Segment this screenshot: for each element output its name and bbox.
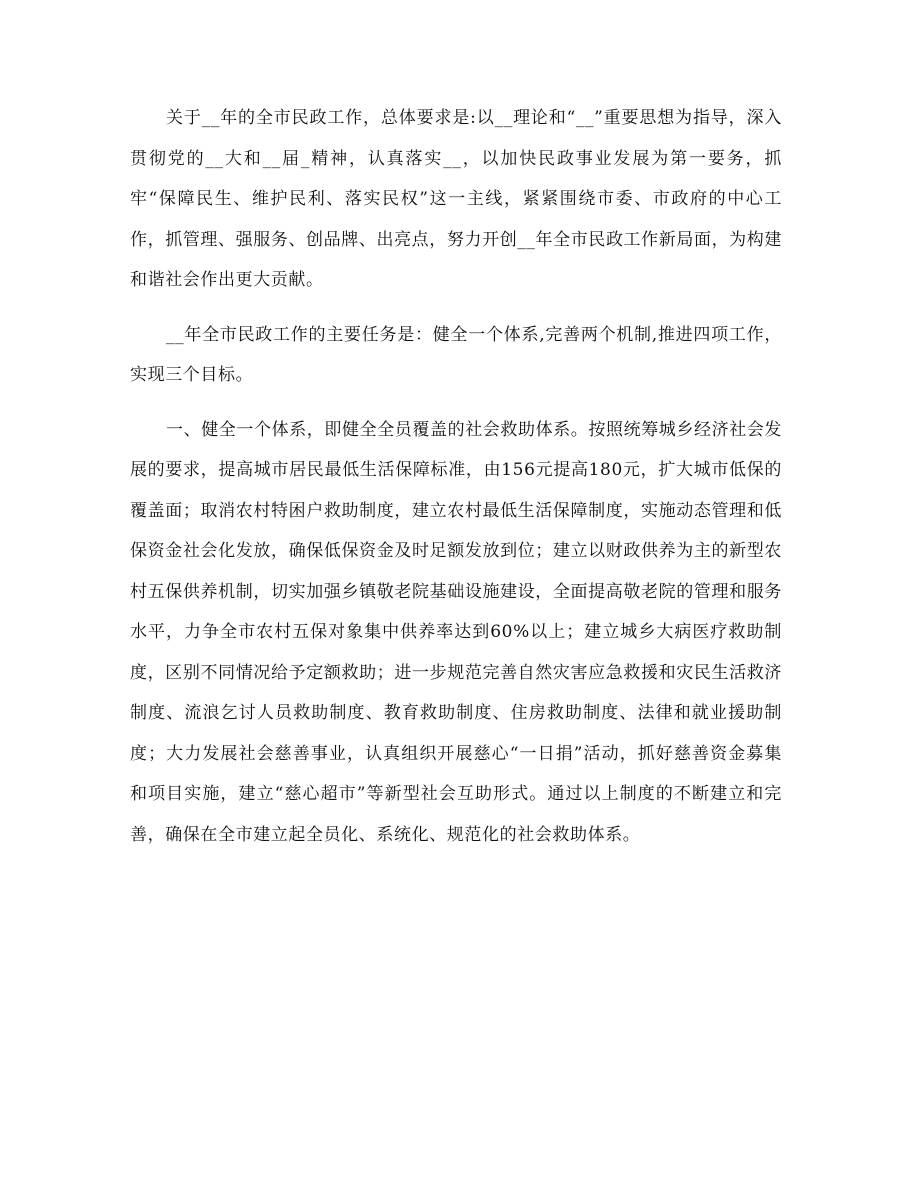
document-body (130, 98, 782, 855)
paragraph-main-tasks: __年全市民政工作的主要任务是：健全一个体系,完善两个机制,推进四项工作，实现三个目标。 (130, 324, 782, 385)
paragraph-social-assistance-system: 一、健全一个体系，即健全全员覆盖的社会救助体系。按照统筹城乡经济社会发展的要求，提高城市居民最低生活保障标准，由156元提高180元，扩大城市低保的覆盖面；取消农村特困户救助制度，建立农村最低生活保障制度，实施动态管理和低保资金社会化发放，确保低保资金及时足额发放到位；建立以财政供养为主的新型农村五保供养机制，切实加强乡镇敬老院基础设施建设，全面提高敬老院的管理和服务水平，力争全市农村五保对象集中供养率达到60%以上；建立城乡大病医疗救助制度，区别不同情况给予定额救助；进一步规范完善自然灾害应急救援和灾民生活救济制度、流浪乞讨人员救助制度、教育救助制度、住房救助制度、法律和就业援助制度；大力发展社会慈善事业，认真组织开展慈心“一日捐”活动，抓好慈善资金募集和项目实施，建立“慈心超市”等新型社会互助形式。通过以上制度的不断建立和完善，确保在全市建立起全员化、系统化、规范化的社会救助体系。 (130, 419, 782, 845)
paragraph-general-requirements: 关于__年的全市民政工作，总体要求是:以__理论和“__”重要思想为指导，深入贯彻党的__大和__届_精神，认真落实__，以加快民政事业发展为第一要务，抓牢“保障民生、维护民利、落实民权”这一主线，紧紧围绕市委、市政府的中心工作，抓管理、强服务、创品牌、出亮点，努力开创__年全市民政工作新局面，为构建和谐社会作出更大贡献。 (130, 108, 782, 290)
